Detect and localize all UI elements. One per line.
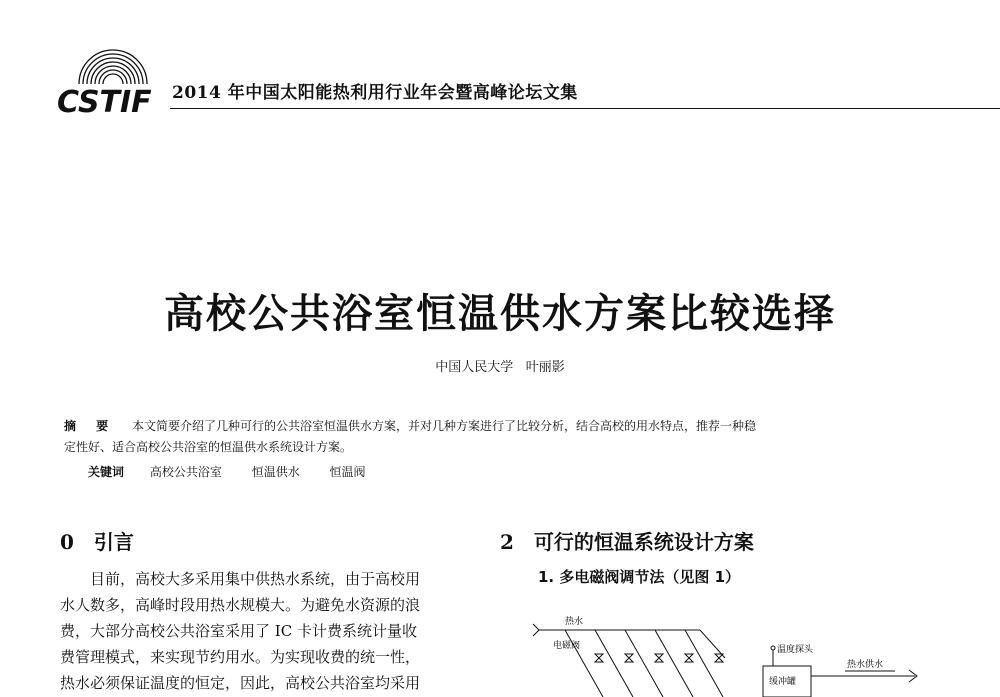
solenoid-valve-icon <box>595 654 723 662</box>
keywords-label: 关键词 <box>88 465 125 479</box>
paragraph-line: 目前，高校大多采用集中供热水系统，由于高校用 <box>90 570 421 588</box>
keyword: 恒温阀 <box>329 465 366 479</box>
cstif-logo <box>55 40 167 116</box>
paragraph-line: 水人数多，高峰时段用热水规模大。为避免水资源的浪 <box>60 596 421 614</box>
paragraph-line: 费，大部分高校公共浴室采用了 IC 卡计费系统计量收 <box>60 622 417 640</box>
label-hot-water: 热水 <box>565 617 584 627</box>
keywords <box>88 463 392 480</box>
keyword: 恒温供水 <box>251 465 300 479</box>
label-buffer-tank: 缓冲罐 <box>769 677 797 687</box>
logo-text: CSTIF <box>57 85 152 116</box>
journal-title: 2014 年中国太阳能热利用行业年会暨高峰论坛文集 <box>172 83 578 103</box>
paragraph-line: 热水必须保证温度的恒定，因此，高校公共浴室均采用 <box>60 674 421 692</box>
author-line <box>0 356 1000 375</box>
abstract-text-line2: 定性好、适合高校公共浴室的恒温供水系统设计方案。 <box>64 440 353 454</box>
abstract <box>64 417 756 434</box>
header-rule <box>170 108 1000 109</box>
abstract-label: 摘 要 <box>64 419 117 433</box>
author-name: 叶丽影 <box>525 360 565 375</box>
paper-title: 高校公共浴室恒温供水方案比较选择 <box>164 290 836 337</box>
subsection-heading-multi-valve: 1. 多电磁阀调节法（见图 1） <box>538 568 741 586</box>
section-heading-introduction: 0 引言 <box>60 530 134 554</box>
abstract-text-line1: 本文简要介绍了几种可行的公共浴室恒温供水方案，并对几种方案进行了比较分析，结合高校的用水特点，推荐一种稳 <box>132 419 757 433</box>
keyword: 高校公共浴室 <box>149 465 222 479</box>
label-hot-supply: 热水供水 <box>847 660 884 670</box>
label-solenoid-valve: 电磁阀 <box>553 641 581 651</box>
figure-1-diagram <box>525 598 935 697</box>
label-temp-probe: 温度探头 <box>777 645 814 655</box>
paragraph-line: 费管理模式，来实现节约用水。为实现收费的统一性， <box>60 648 421 666</box>
section-heading-design-schemes: 2 可行的恒温系统设计方案 <box>500 530 754 554</box>
intro-paragraph <box>60 566 470 696</box>
affiliation: 中国人民大学 <box>435 360 514 375</box>
